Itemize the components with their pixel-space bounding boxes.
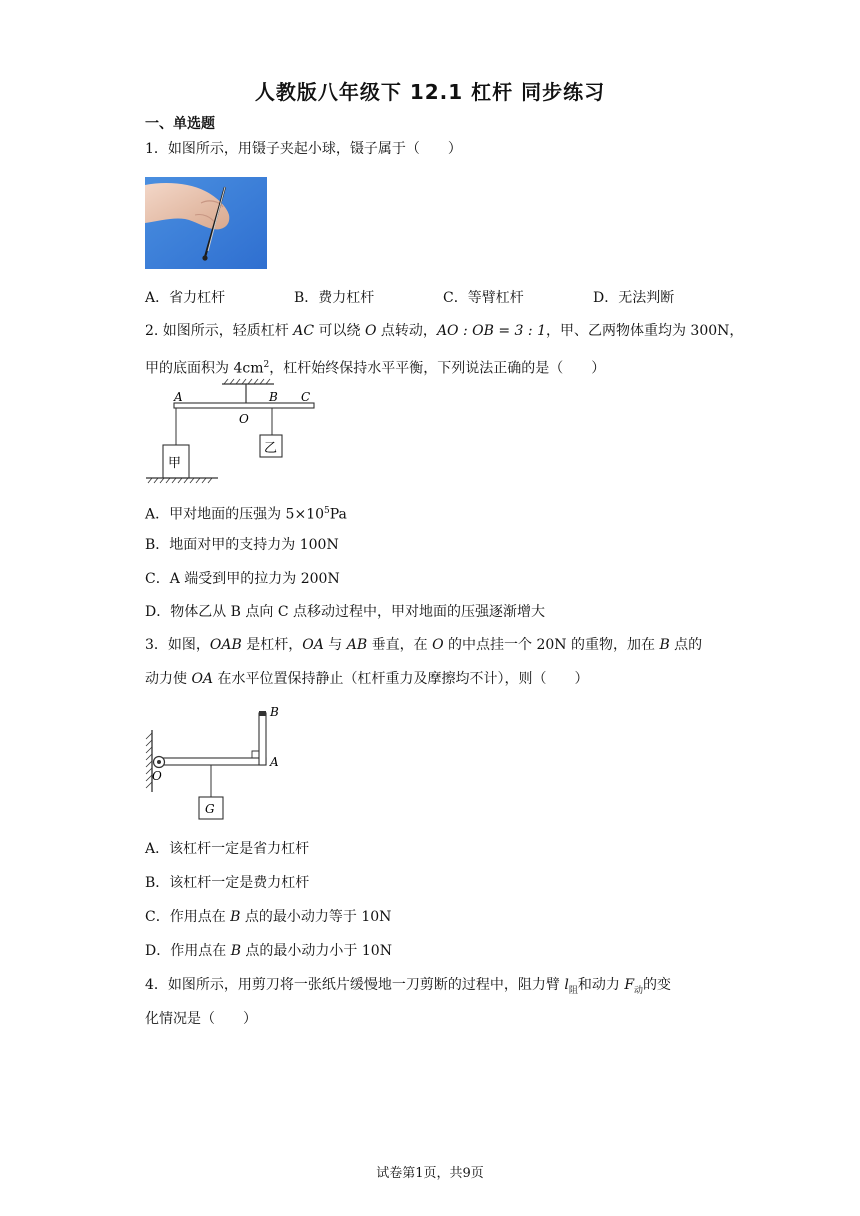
q1-option-a: A．省力杠杆	[145, 290, 226, 306]
q4-line-1: 4．如图所示，用剪刀将一张纸片缓慢地一刀剪断的过程中，阻力臂 $l_阻$和动力 $F_动$的变	[145, 977, 672, 996]
label-c: C	[301, 390, 311, 404]
q3-line-2: 动力使 OA 在水平位置保持静止（杠杆重力及摩擦均不计），则（ ）	[145, 671, 589, 687]
label-yi: 乙	[264, 441, 278, 456]
label-o: O	[239, 412, 249, 426]
label-o: O	[152, 769, 162, 783]
lever-diagram	[142, 378, 322, 488]
page-title: 人教版八年级下 12.1 杠杆 同步练习	[254, 80, 606, 104]
q2-line-2: 甲的底面积为 $4cm^2$，杠杆始终保持水平平衡，下列说法正确的是（ ）	[145, 360, 606, 377]
label-jia: 甲	[168, 456, 182, 471]
q4-line-2: 化情况是（ ）	[145, 1011, 257, 1027]
q3-option-b: B．该杠杆一定是费力杠杆	[145, 875, 310, 891]
q3-option-a: A．该杠杆一定是省力杠杆	[145, 841, 310, 857]
q3-option-d: D．作用点在 B 点的最小动力小于 10N	[145, 943, 392, 959]
q2-line-1: 2. 如图所示，轻质杠杆 AC 可以绕 O 点转动，AO : OB = 3 : 1，甲、乙两物体重均为 300N，	[145, 323, 744, 339]
label-g: G	[205, 802, 215, 816]
label-b: B	[270, 705, 279, 719]
bent-lever-diagram	[142, 700, 292, 825]
q3-line-1: 3．如图，OAB 是杠杆，OA 与 AB 垂直，在 O 的中点挂一个 20N 的重物，加在 B 点的	[145, 637, 703, 653]
tweezers-hand-image	[145, 177, 267, 269]
label-a: A	[270, 755, 279, 769]
q1-option-b: B．费力杠杆	[294, 290, 375, 306]
q2-figure	[142, 378, 322, 492]
label-a: A	[174, 390, 183, 404]
section-heading: 一、单选题	[145, 116, 215, 132]
q3-figure	[142, 700, 292, 829]
q1-option-c: C．等臂杠杆	[443, 290, 524, 306]
label-b: B	[269, 390, 278, 404]
q1-option-d: D．无法判断	[593, 290, 675, 306]
q2-option-d: D．物体乙从 B 点向 C 点移动过程中，甲对地面的压强逐渐增大	[145, 604, 546, 620]
page-footer: 试卷第1页，共9页	[376, 1166, 484, 1181]
q1-photo	[145, 177, 267, 269]
q2-option-b: B．地面对甲的支持力为 100N	[145, 537, 339, 553]
q2-option-c: C．A 端受到甲的拉力为 200N	[145, 571, 340, 587]
q3-option-c: C．作用点在 B 点的最小动力等于 10N	[145, 909, 392, 925]
q1-text: 1．如图所示，用镊子夹起小球，镊子属于（ ）	[145, 141, 462, 157]
q2-option-a: A．甲对地面的压强为 $5\times 10^5Pa$	[145, 506, 347, 523]
